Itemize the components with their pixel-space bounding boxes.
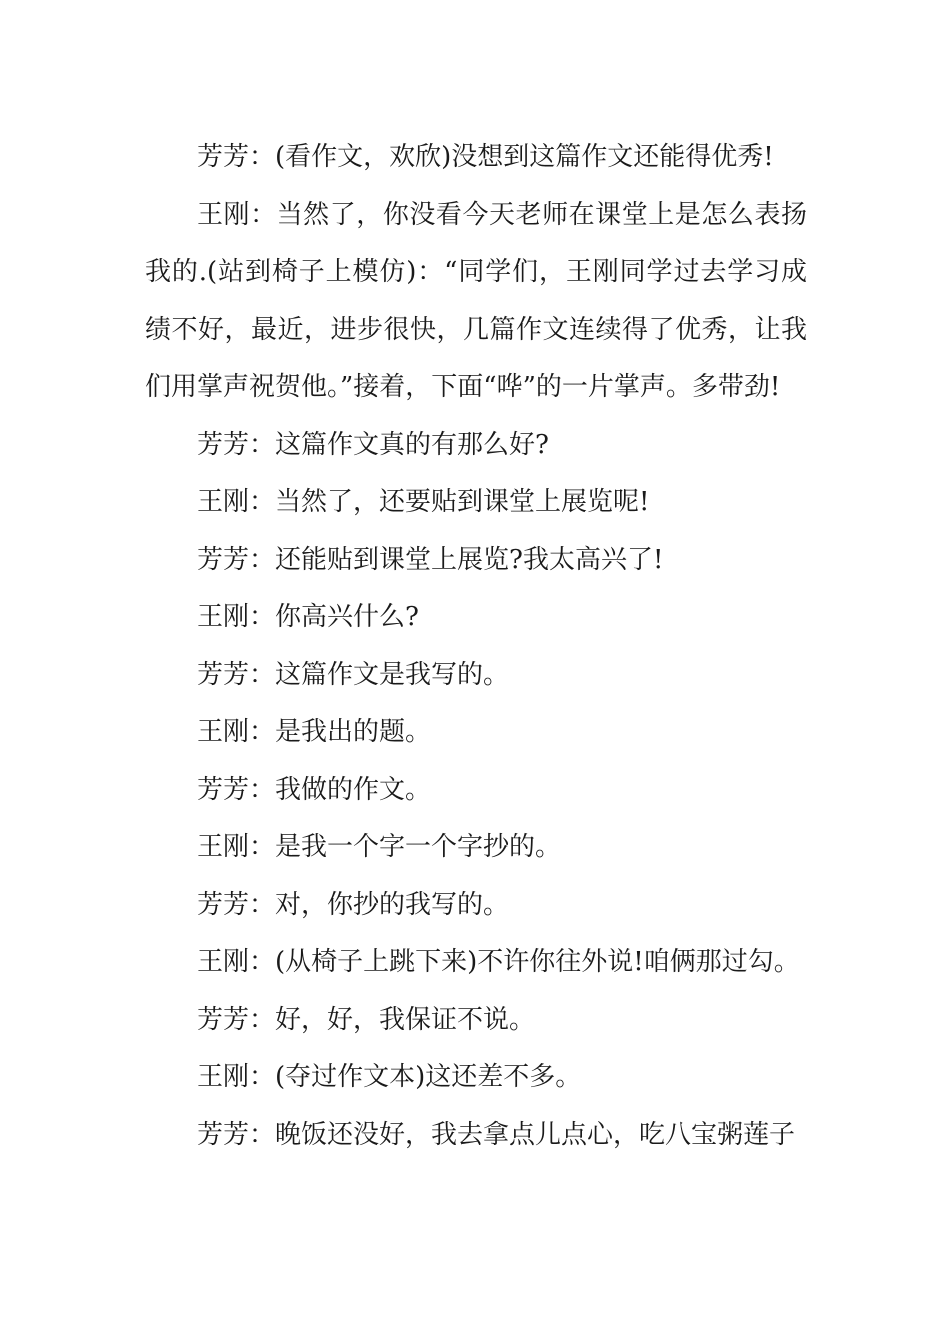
paragraph: 王刚：是我一个字一个字抄的。 [197, 832, 562, 862]
paragraph: 王刚：当然了，你没看今天老师在课堂上是怎么表扬我的.(站到椅子上模仿)：“同学们，王刚同学过去学习成绩不好，最近，进步很快，几篇作文连续得了优秀，让我们用掌声祝贺他。”接着，下面“哗”的一片掌声。多带劲! [145, 199, 807, 402]
paragraph: 芳芳：我做的作文。 [197, 774, 432, 805]
paragraph: 王刚：(夺过作文本)这还差不多。 [197, 1062, 582, 1092]
paragraph: 王刚：是我出的题。 [197, 717, 432, 747]
paragraph: 王刚：你高兴什么? [197, 602, 419, 632]
paragraph: 芳芳：这篇作文是我写的。 [197, 659, 510, 690]
paragraph: 王刚：当然了，还要贴到课堂上展览呢! [197, 487, 650, 517]
paragraph: 芳芳：(看作文，欢欣)没想到这篇作文还能得优秀! [197, 142, 774, 172]
paragraph: 芳芳：还能贴到课堂上展览?我太高兴了! [197, 544, 664, 575]
paragraph: 芳芳：对，你抄的我写的。 [197, 889, 510, 920]
paragraph: 芳芳：这篇作文真的有那么好? [197, 429, 549, 460]
paragraph: 芳芳：好，好，我保证不说。 [197, 1004, 536, 1035]
paragraph: 王刚：(从椅子上跳下来)不许你往外说!咱俩那过勾。 [197, 947, 800, 977]
document-body [145, 129, 807, 1164]
paragraph: 芳芳：晚饭还没好，我去拿点儿点心，吃八宝粥莲子 [197, 1119, 796, 1150]
